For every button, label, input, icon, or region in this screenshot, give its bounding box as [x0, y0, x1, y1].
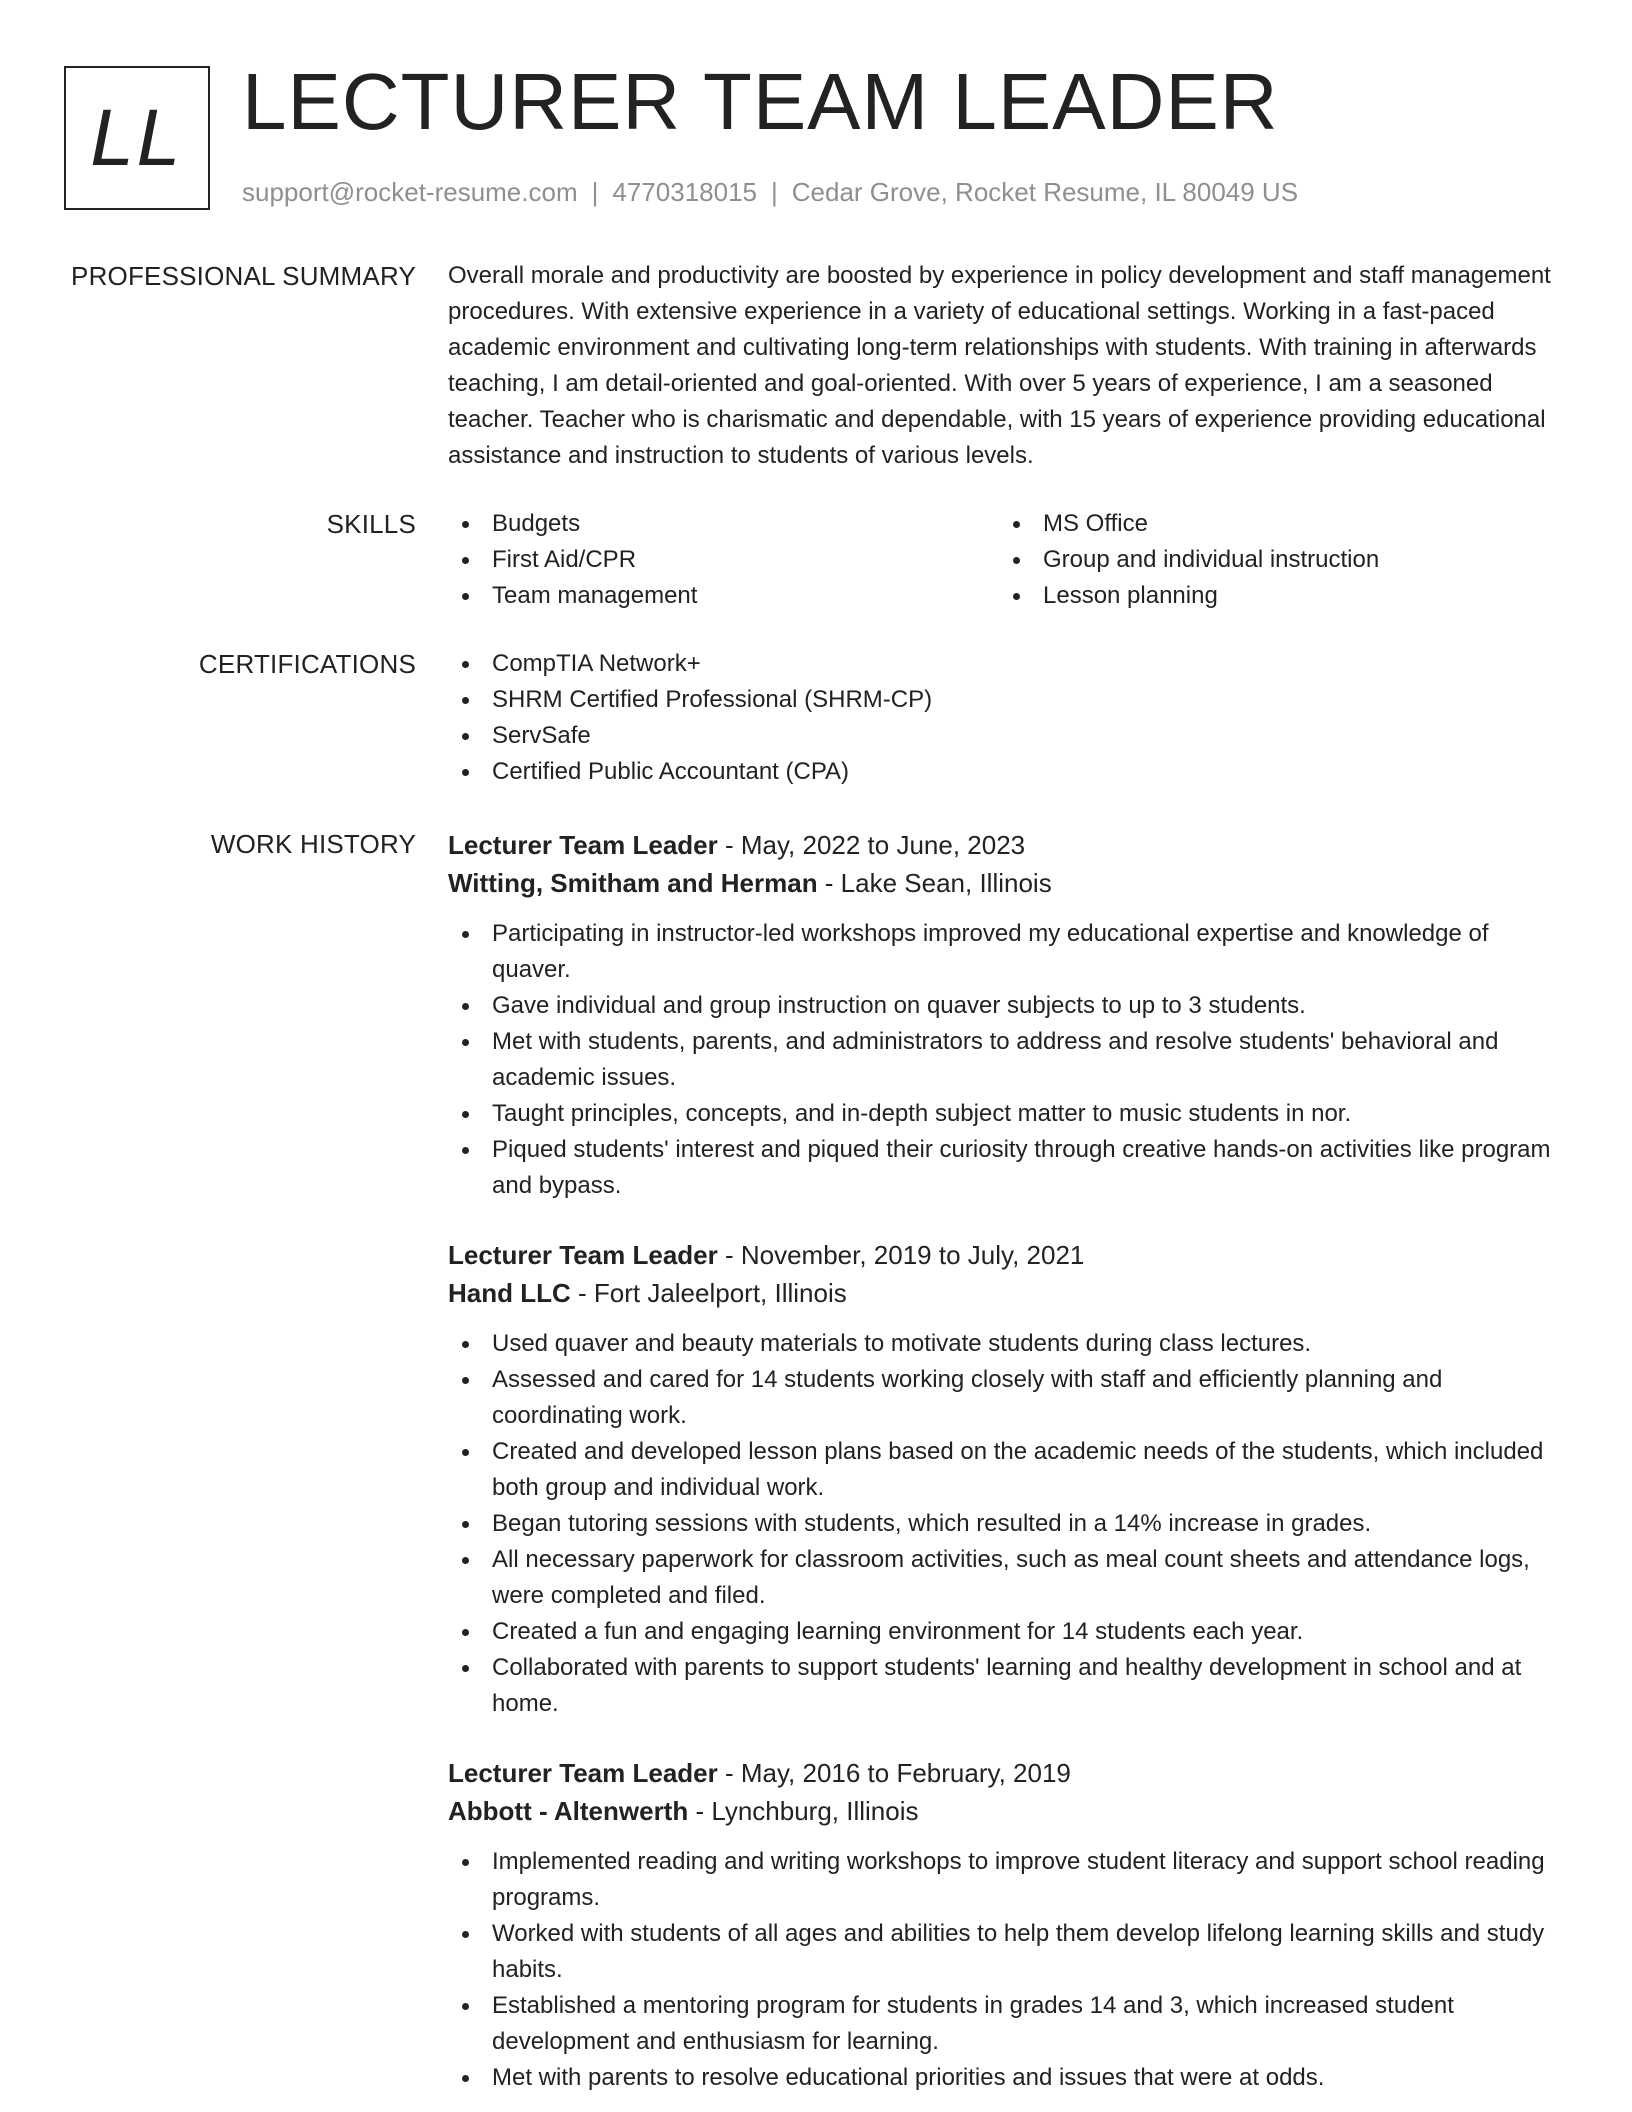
skill-item: Lesson planning [999, 578, 1550, 614]
job-company: Abbott - Altenwerth [448, 1796, 689, 1826]
summary-text: Overall morale and productivity are boosted by experience in policy development and staff management procedures. With extensive experience in a variety of educational settings. Working in a fast-paced academic environment and cultivating long-term relationships with students. With training in afterwards teaching, I am detail-oriented and goal-oriented. With over 5 years of experience, I am a seasoned teacher. Teacher who is charismatic and dependable, with 15 years of experience providing educational assistance and instruction to students of various levels. [448, 262, 1551, 469]
job-duty: Began tutoring sessions with students, which resulted in a 14% increase in grades. [448, 1506, 1572, 1542]
resume-title: LECTURER TEAM LEADER [242, 57, 1279, 146]
certifications-list [448, 646, 1572, 790]
job-company-line [448, 1274, 1572, 1312]
job-duties [448, 1326, 1572, 1722]
monogram-badge [64, 66, 210, 210]
job-location: - Lynchburg, Illinois [688, 1796, 919, 1826]
job-duty: Used quaver and beauty materials to motivate students during class lectures. [448, 1326, 1572, 1362]
section-label-work-history: WORK HISTORY [210, 829, 416, 859]
job-duty: Participating in instructor-led workshops improved my educational expertise and knowledge of quaver. [448, 916, 1572, 988]
job-duty: Met with students, parents, and administrators to address and resolve students' behavioral and academic issues. [448, 1024, 1572, 1096]
certification-item: CompTIA Network+ [448, 646, 1572, 682]
job-duty: Met with parents to resolve educational priorities and issues that were at odds. [448, 2060, 1572, 2096]
section-label-skills: SKILLS [326, 509, 416, 539]
job-duty: Taught principles, concepts, and in-depth subject matter to music students in nor. [448, 1096, 1572, 1132]
job-title-line [448, 1236, 1572, 1274]
job-duty: Worked with students of all ages and abilities to help them develop lifelong learning skills and study habits. [448, 1916, 1572, 1988]
job-duty: Created a fun and engaging learning environment for 14 students each year. [448, 1614, 1572, 1650]
contact-phone[interactable]: 4770318015 [612, 177, 757, 207]
job-duty: Implemented reading and writing workshops to improve student literacy and support school reading programs. [448, 1844, 1572, 1916]
certification-item: Certified Public Accountant (CPA) [448, 754, 1572, 790]
job-title-line [448, 826, 1572, 864]
skill-item: Group and individual instruction [999, 542, 1550, 578]
job-location: - Lake Sean, Illinois [817, 868, 1052, 898]
job-location: - Fort Jaleelport, Illinois [570, 1278, 847, 1308]
job-company-line [448, 864, 1572, 902]
job-dates: - May, 2022 to June, 2023 [717, 830, 1026, 860]
job-duty: Collaborated with parents to support students' learning and healthy development in school and at home. [448, 1650, 1572, 1722]
skill-item: Team management [448, 578, 999, 614]
job-duty: Piqued students' interest and piqued their curiosity through creative hands-on activities like program and bypass. [448, 1132, 1572, 1204]
job-duty: Established a mentoring program for students in grades 14 and 3, which increased student development and enthusiasm for learning. [448, 1988, 1572, 2060]
job-duty: All necessary paperwork for classroom activities, such as meal count sheets and attendance logs, were completed and filed. [448, 1542, 1572, 1614]
contact-separator: | [771, 177, 778, 207]
job-entry [448, 1754, 1572, 2096]
contact-location: Cedar Grove, Rocket Resume, IL 80049 US [791, 177, 1299, 207]
job-duty: Gave individual and group instruction on quaver subjects to up to 3 students. [448, 988, 1572, 1024]
job-duties [448, 916, 1572, 1204]
job-duty: Assessed and cared for 14 students working closely with staff and efficiently planning and coordinating work. [448, 1362, 1572, 1434]
certification-item: ServSafe [448, 718, 1572, 754]
job-entry [448, 826, 1572, 1204]
job-dates: - May, 2016 to February, 2019 [717, 1758, 1071, 1788]
section-label-certifications: CERTIFICATIONS [198, 649, 416, 679]
job-dates: - November, 2019 to July, 2021 [717, 1240, 1085, 1270]
job-title: Lecturer Team Leader [448, 1240, 718, 1270]
contact-email[interactable]: support@rocket-resume.com [242, 177, 578, 207]
section-label-summary: PROFESSIONAL SUMMARY [71, 261, 416, 291]
job-company-line [448, 1792, 1572, 1830]
certification-item: SHRM Certified Professional (SHRM-CP) [448, 682, 1572, 718]
job-duties [448, 1844, 1572, 2096]
job-company: Witting, Smitham and Herman [448, 868, 818, 898]
skill-item: Budgets [448, 506, 999, 542]
job-duty: Created and developed lesson plans based on the academic needs of the students, which included both group and individual work. [448, 1434, 1572, 1506]
skills-column-1 [448, 506, 999, 614]
skills-column-2 [999, 506, 1550, 614]
contact-separator: | [591, 177, 599, 207]
job-title-line [448, 1754, 1572, 1792]
work-history-list [448, 826, 1572, 2112]
job-company: Hand LLC [448, 1278, 571, 1308]
skills-list [448, 506, 1572, 614]
skill-item: First Aid/CPR [448, 542, 999, 578]
job-title: Lecturer Team Leader [448, 830, 718, 860]
job-entry [448, 1236, 1572, 1722]
job-title: Lecturer Team Leader [448, 1758, 718, 1788]
skill-item: MS Office [999, 506, 1550, 542]
monogram-initials: LL [90, 93, 184, 183]
contact-line [242, 174, 1298, 210]
